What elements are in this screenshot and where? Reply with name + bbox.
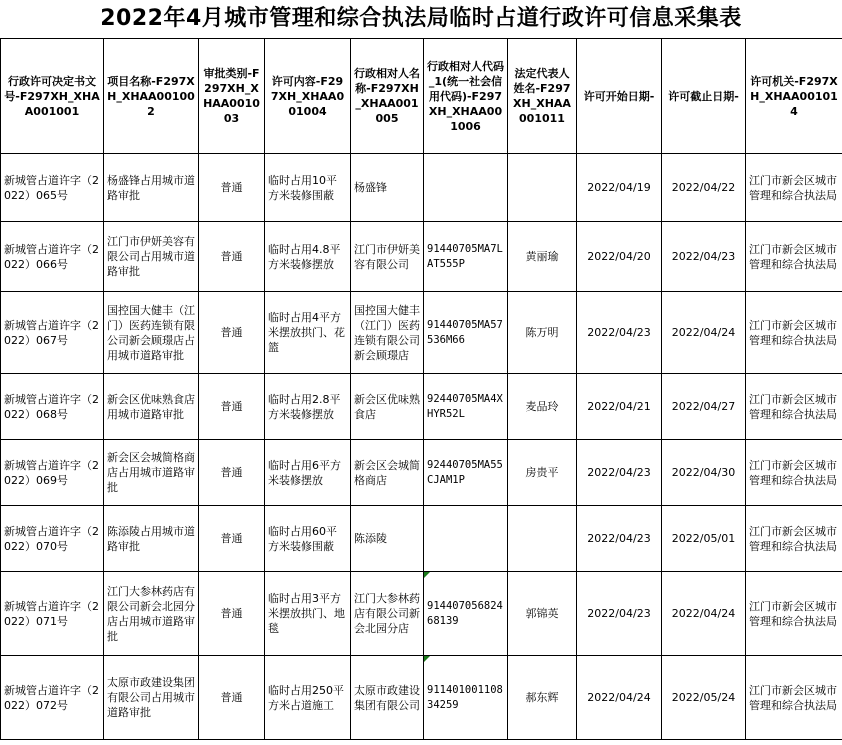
authority-cell: 江门市新会区城市管理和综合执法局: [746, 222, 842, 292]
party-code-cell: 92440705MA4XHYR52L: [424, 374, 508, 440]
table-row: [1, 506, 842, 572]
permit-content-cell: 临时占用60平方米装修围蔽: [265, 506, 351, 572]
start-date-cell: 2022/04/23: [577, 292, 662, 374]
decision-no-cell: 新城管占道许字（2022）071号: [1, 572, 104, 656]
decision-no-cell: 新城管占道许字（2022）067号: [1, 292, 104, 374]
decision-no-cell: 新城管占道许字（2022）069号: [1, 440, 104, 506]
legal-rep-cell: 房贵平: [508, 440, 577, 506]
approval-type-cell: 普通: [199, 656, 265, 740]
start-date-cell: 2022/04/19: [577, 154, 662, 222]
approval-type-cell: 普通: [199, 374, 265, 440]
decision-no-cell: 新城管占道许字（2022）070号: [1, 506, 104, 572]
party-name-cell: 太原市政建设集团有限公司: [351, 656, 424, 740]
start-date-cell: 2022/04/23: [577, 440, 662, 506]
decision-no-cell: 新城管占道许字（2022）068号: [1, 374, 104, 440]
decision-no-cell: 新城管占道许字（2022）066号: [1, 222, 104, 292]
end-date-cell: 2022/04/22: [662, 154, 746, 222]
party-code-cell: 91140100110834259: [424, 656, 508, 740]
party-name-cell: 新会区会城简格商店: [351, 440, 424, 506]
decision-no-cell: 新城管占道许字（2022）065号: [1, 154, 104, 222]
col-header-permit-content: 许可内容-F297XH_XHAA001004: [265, 39, 351, 154]
end-date-cell: 2022/04/30: [662, 440, 746, 506]
party-name-cell: 江门市伊妍美容有限公司: [351, 222, 424, 292]
authority-cell: 江门市新会区城市管理和综合执法局: [746, 292, 842, 374]
legal-rep-cell: 麦品玲: [508, 374, 577, 440]
legal-rep-cell: 郝东辉: [508, 656, 577, 740]
col-header-party-name: 行政相对人名称-F297XH_XHAA001005: [351, 39, 424, 154]
legal-rep-cell: 郭锦英: [508, 572, 577, 656]
end-date-cell: 2022/04/23: [662, 222, 746, 292]
party-code-cell: [424, 154, 508, 222]
table-row: [1, 656, 842, 740]
legal-rep-cell: [508, 154, 577, 222]
end-date-cell: 2022/05/01: [662, 506, 746, 572]
col-header-decision-no: 行政许可决定书文号-F297XH_XHAA001001: [1, 39, 104, 154]
authority-cell: 江门市新会区城市管理和综合执法局: [746, 154, 842, 222]
table-row: [1, 154, 842, 222]
approval-type-cell: 普通: [199, 222, 265, 292]
end-date-cell: 2022/05/24: [662, 656, 746, 740]
end-date-cell: 2022/04/24: [662, 292, 746, 374]
project-name-cell: 江门市伊妍美容有限公司占用城市道路审批: [104, 222, 199, 292]
project-name-cell: 太原市政建设集团有限公司占用城市道路审批: [104, 656, 199, 740]
start-date-cell: 2022/04/23: [577, 572, 662, 656]
col-header-end-date: 许可截止日期-: [662, 39, 746, 154]
party-code-cell: 91440705682468139: [424, 572, 508, 656]
table-row: [1, 292, 842, 374]
approval-type-cell: 普通: [199, 572, 265, 656]
permit-content-cell: 临时占用10平方米装修围蔽: [265, 154, 351, 222]
col-header-approval-type: 审批类别-F297XH_XHAA001003: [199, 39, 265, 154]
permit-content-cell: 临时占用6平方米装修摆放: [265, 440, 351, 506]
party-code-cell: 91440705MA57536M66: [424, 292, 508, 374]
permit-content-cell: 临时占用4.8平方米装修摆放: [265, 222, 351, 292]
party-name-cell: 新会区优味熟食店: [351, 374, 424, 440]
table-row: [1, 222, 842, 292]
start-date-cell: 2022/04/23: [577, 506, 662, 572]
project-name-cell: 杨盛锋占用城市道路审批: [104, 154, 199, 222]
authority-cell: 江门市新会区城市管理和综合执法局: [746, 506, 842, 572]
party-code-cell: 91440705MA7LAT555P: [424, 222, 508, 292]
project-name-cell: 江门大参林药店有限公司新会北园分店占用城市道路审批: [104, 572, 199, 656]
authority-cell: 江门市新会区城市管理和综合执法局: [746, 440, 842, 506]
start-date-cell: 2022/04/20: [577, 222, 662, 292]
start-date-cell: 2022/04/24: [577, 656, 662, 740]
header-row: [1, 39, 842, 154]
permit-content-cell: 临时占用2.8平方米装修摆放: [265, 374, 351, 440]
approval-type-cell: 普通: [199, 440, 265, 506]
permit-table: [0, 38, 842, 740]
legal-rep-cell: [508, 506, 577, 572]
project-name-cell: 国控国大健丰（江门）医药连锁有限公司新会顾璟店占用城市道路审批: [104, 292, 199, 374]
page-title: 2022年4月城市管理和综合执法局临时占道行政许可信息采集表: [100, 6, 742, 31]
party-code-cell: 92440705MA55CJAM1P: [424, 440, 508, 506]
party-name-cell: 国控国大健丰（江门）医药连锁有限公司新会顾璟店: [351, 292, 424, 374]
authority-cell: 江门市新会区城市管理和综合执法局: [746, 572, 842, 656]
party-code-cell: [424, 506, 508, 572]
project-name-cell: 陈添陵占用城市道路审批: [104, 506, 199, 572]
table-row: [1, 440, 842, 506]
col-header-party-code: 行政相对人代码_1(统一社会信用代码)-F297XH_XHAA001006: [424, 39, 508, 154]
legal-rep-cell: 陈万明: [508, 292, 577, 374]
approval-type-cell: 普通: [199, 154, 265, 222]
permit-content-cell: 临时占用4平方米摆放拱门、花篮: [265, 292, 351, 374]
end-date-cell: 2022/04/24: [662, 572, 746, 656]
start-date-cell: 2022/04/21: [577, 374, 662, 440]
col-header-authority: 许可机关-F297XH_XHAA001014: [746, 39, 842, 154]
permit-content-cell: 临时占用250平方米占道施工: [265, 656, 351, 740]
project-name-cell: 新会区优味熟食店用城市道路审批: [104, 374, 199, 440]
end-date-cell: 2022/04/27: [662, 374, 746, 440]
authority-cell: 江门市新会区城市管理和综合执法局: [746, 374, 842, 440]
table-row: [1, 374, 842, 440]
approval-type-cell: 普通: [199, 292, 265, 374]
authority-cell: 江门市新会区城市管理和综合执法局: [746, 656, 842, 740]
col-header-start-date: 许可开始日期-: [577, 39, 662, 154]
decision-no-cell: 新城管占道许字（2022）072号: [1, 656, 104, 740]
approval-type-cell: 普通: [199, 506, 265, 572]
table-row: [1, 572, 842, 656]
permit-content-cell: 临时占用3平方米摆放拱门、地毯: [265, 572, 351, 656]
col-header-legal-rep: 法定代表人姓名-F297XH_XHAA001011: [508, 39, 577, 154]
party-name-cell: 杨盛锋: [351, 154, 424, 222]
party-name-cell: 江门大参林药店有限公司新会北园分店: [351, 572, 424, 656]
legal-rep-cell: 黄丽瑜: [508, 222, 577, 292]
project-name-cell: 新会区会城简格商店占用城市道路审批: [104, 440, 199, 506]
col-header-project-name: 项目名称-F297XH_XHAA001002: [104, 39, 199, 154]
party-name-cell: 陈添陵: [351, 506, 424, 572]
